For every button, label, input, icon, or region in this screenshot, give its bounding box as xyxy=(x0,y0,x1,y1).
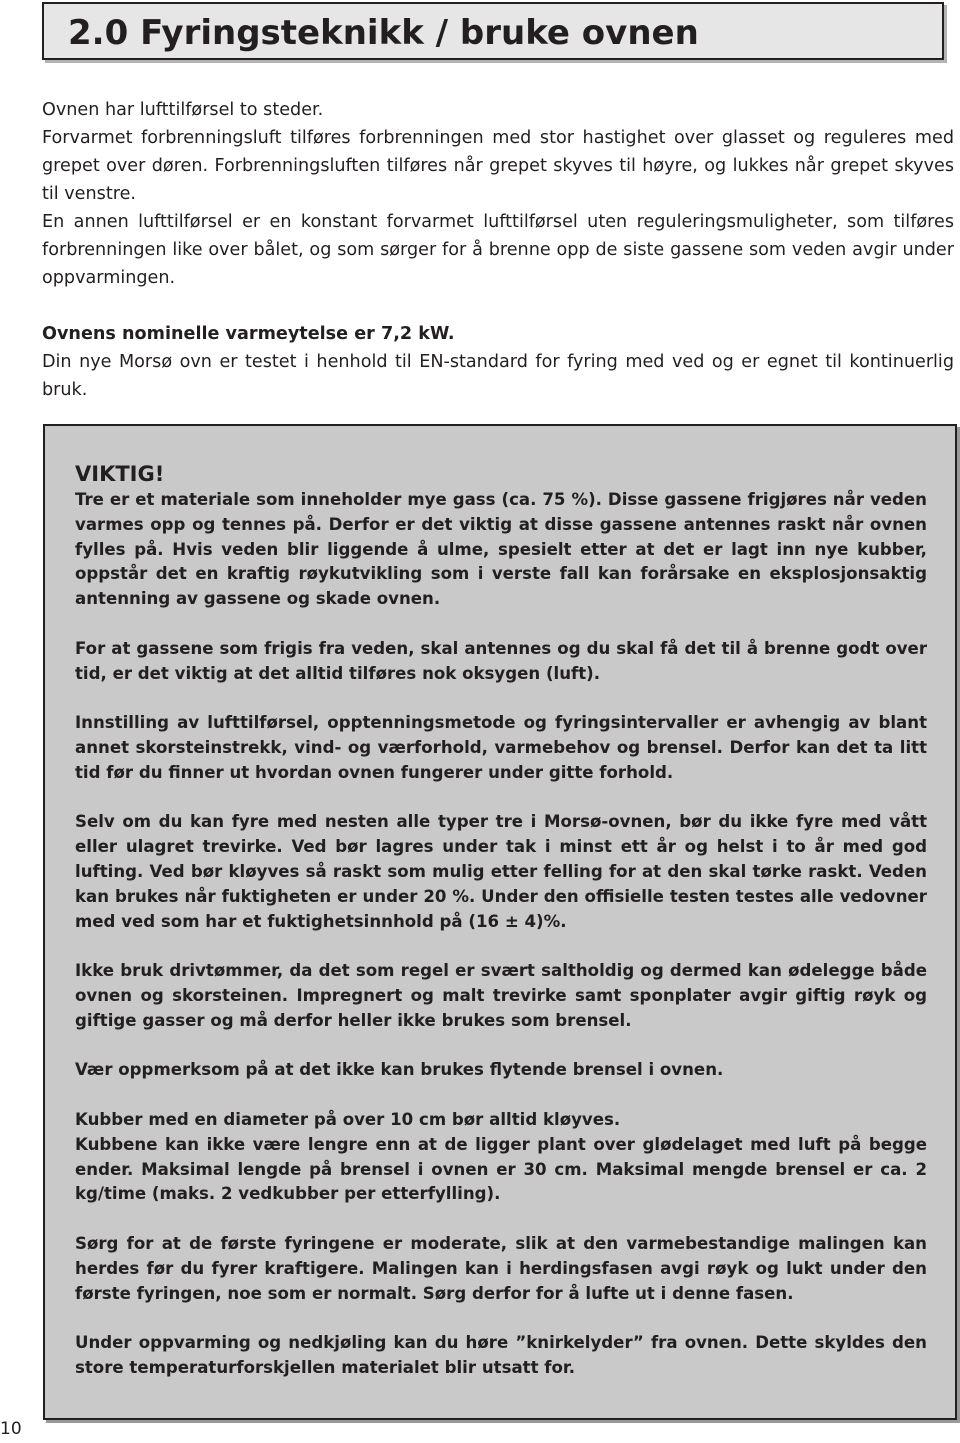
notice-paragraph-log-diameter: Kubber med en diameter på over 10 cm bør alltid kløyves. xyxy=(75,1109,621,1129)
intro-section xyxy=(42,96,954,404)
important-notice-content xyxy=(75,460,927,1405)
intro-paragraph-air-supply: Ovnen har lufttilførsel to steder. xyxy=(42,100,324,120)
notice-paragraph-air-settings: Innstilling av lufttilførsel, opptenningsmetode og fyringsintervaller er avhengig av blant annet skorsteinstrekk, vind- og værforhold, varmebehov og brensel. Derfor kan det ta litt tid før du finner ut hvordan ovnen fungerer under gitte forhold. xyxy=(75,713,927,782)
notice-paragraph-oxygen: For at gassene som frigis fra veden, skal antennes og du skal få det til å brenne godt over tid, er det viktig at det alltid tilføres nok oksygen (luft). xyxy=(75,638,927,683)
important-notice-box xyxy=(43,424,957,1420)
important-heading: VIKTIG! xyxy=(75,462,165,486)
intro-paragraph-en-standard: Din nye Morsø ovn er testet i henhold til EN-standard for fyring med ved og er egnet til kontinuerlig bruk. xyxy=(42,352,954,400)
section-title-box xyxy=(42,2,944,60)
notice-paragraph-log-length: Kubbene kan ikke være lengre enn at de ligger plant over glødelaget med luft på begge ender. Maksimal lengde på brensel i ovnen er 30 cm. Maksimal mengde brensel er ca. 2 kg/time (maks. 2 vedkubber per etterfylling). xyxy=(75,1134,927,1204)
page-number: 10 xyxy=(0,1419,22,1439)
nominal-output-heading: Ovnens nominelle varmeytelse er 7,2 kW. xyxy=(42,324,455,344)
section-title: 2.0 Fyringsteknikk / bruke ovnen xyxy=(68,13,699,53)
notice-paragraph-driftwood: Ikke bruk drivtømmer, da det som regel er svært saltholdig og dermed kan ødelegge både ovnen og skorsteinen. Impregnert og malt trevirke samt sponplater avgir giftig røyk og giftige gasser og må derfor heller ikke brukes som brensel. xyxy=(75,961,927,1030)
notice-paragraph-first-firings: Sørg for at de første fyringene er moderate, slik at den varmebestandige malingen kan herdes før du fyrer kraftigere. Malingen kan i herdingsfasen avgi røyk og lukt under den første fyringen, noe som er normalt. Sørg derfor for å lufte ut i denne fasen. xyxy=(75,1233,927,1303)
notice-paragraph-wood-gas: Tre er et materiale som inneholder mye gass (ca. 75 %). Disse gassene frigjøres når veden varmes opp og tennes på. Derfor er det viktig at disse gassene antennes raskt når ovnen fylles på. Hvis veden blir liggende å ulme, spesielt etter at det er lagt inn nye kubber, oppstår det en kraftig røykutvikling som i verste fall kan forårsake en eksplosjonsaktig antenning av gassene og skade ovnen. xyxy=(75,490,927,609)
intro-paragraph-preheated-air: Forvarmet forbrenningsluft tilføres forbrenningen med stor hastighet over glasset og reguleres med grepet over døren. Forbrenningsluften tilføres når grepet skyves til høyre, og lukkes når grepet skyves til venstre. xyxy=(42,128,954,204)
notice-paragraph-creaking: Under oppvarming og nedkjøling kan du høre ”knirkelyder” fra ovnen. Dette skyldes den store temperaturforskjellen materialet blir utsatt for. xyxy=(75,1333,927,1377)
notice-paragraph-wood-moisture: Selv om du kan fyre med nesten alle typer tre i Morsø-ovnen, bør du ikke fyre med vått eller ulagret trevirke. Ved bør lagres under tak i minst ett år og helst i to år med god lufting. Ved bør kløyves så raskt som mulig etter felling for at den skal tørke raskt. Veden kan brukes når fuktigheten er under 20 %. Under den offisielle testen testes alle vedovner med ved som har et fuktighetsinnhold på (16 ± 4)%. xyxy=(75,812,927,931)
notice-paragraph-liquid-fuel: Vær oppmerksom på at det ikke kan brukes flytende brensel i ovnen. xyxy=(75,1060,724,1080)
intro-spacer xyxy=(42,292,954,320)
intro-paragraph-constant-air: En annen lufttilførsel er en konstant forvarmet lufttilførsel uten reguleringsmuligheter, som tilføres forbrenningen like over bålet, og som sørger for å brenne opp de siste gassene som veden avgir under oppvarmingen. xyxy=(42,212,954,288)
